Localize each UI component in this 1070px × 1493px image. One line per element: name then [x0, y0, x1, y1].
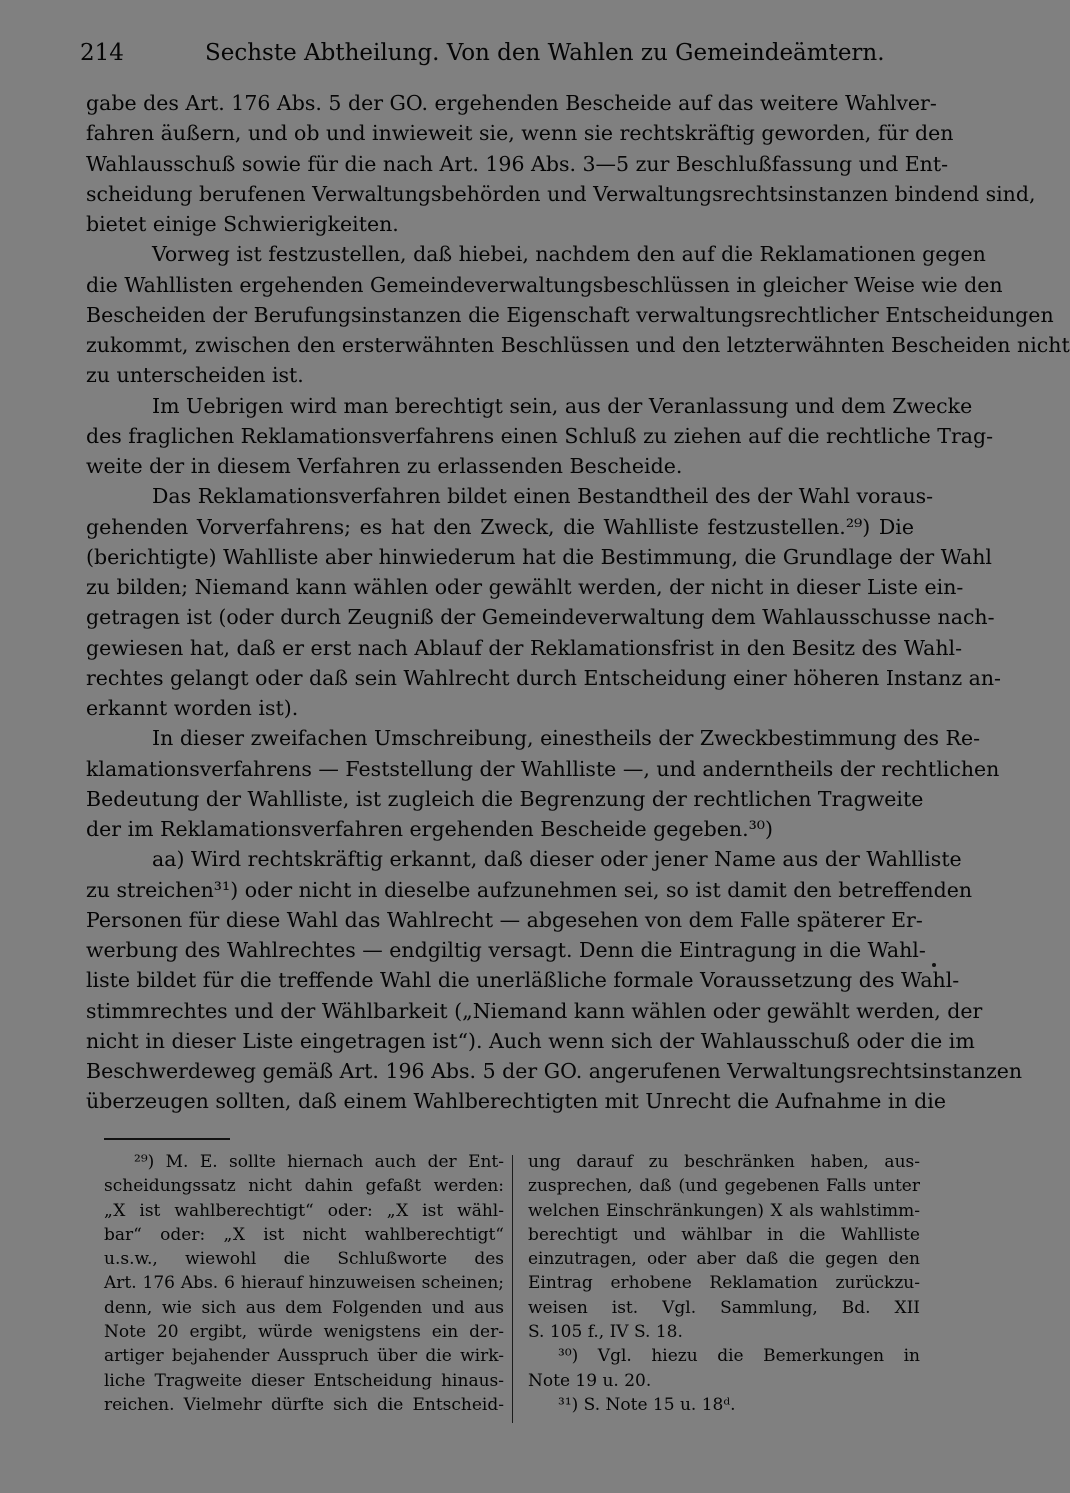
- text-line: (berichtigte) Wahlliste aber hinwiederum hat die Bestimmung, die Grundlage der Wahl: [86, 544, 992, 569]
- footnote-line: liche Tragweite dieser Entscheidung hinaus-: [104, 1370, 504, 1391]
- footnote-line: u.s.w., wiewohl die Schlußworte des: [104, 1249, 504, 1270]
- running-head: [80, 38, 920, 68]
- text-line: überzeugen sollten, daß einem Wahlberechtigten mit Unrecht die Aufnahme in die: [86, 1089, 946, 1114]
- footnote-line: Note 19 u. 20.: [528, 1370, 652, 1391]
- footnote-line: Art. 176 Abs. 6 hierauf hinzuweisen scheinen;: [104, 1273, 504, 1294]
- footnotes-right-column: [528, 1150, 920, 1417]
- footnote-rule: [104, 1138, 230, 1140]
- footnote-line: denn, wie sich aus dem Folgenden und aus: [104, 1297, 504, 1318]
- text-line: scheidung berufenen Verwaltungsbehörden und Verwaltungsrechtsinstanzen bindend sind,: [86, 181, 1036, 206]
- footnote-line: Eintrag erhobene Reklamation zurückzu-: [528, 1273, 920, 1294]
- text-line: weite der in diesem Verfahren zu erlassenden Bescheide.: [86, 454, 683, 478]
- text-line: nicht in dieser Liste eingetragen ist“). Auch wenn sich der Wahlausschuß oder die im: [86, 1028, 975, 1053]
- text-line: In dieser zweifachen Umschreibung, einestheils der Zweckbestimmung des Re-: [152, 726, 981, 751]
- footnote-line: S. 105 f., IV S. 18.: [528, 1322, 683, 1343]
- text-line: gewiesen hat, daß er erst nach Ablauf der Reklamationsfrist in den Besitz des Wahl-: [86, 635, 963, 660]
- footnote-column-divider: [512, 1155, 513, 1423]
- print-speck: [932, 963, 936, 967]
- text-line: zukommt, zwischen den ersterwähnten Beschlüssen und den letzterwähnten Bescheiden nicht: [86, 333, 1070, 357]
- text-line: des fraglichen Reklamationsverfahrens einen Schluß zu ziehen auf die rechtliche Trag-: [86, 423, 994, 448]
- text-line: Bedeutung der Wahlliste, ist zugleich die Begrenzung der rechtlichen Tragweite: [86, 786, 924, 811]
- page-number: 214: [80, 40, 124, 66]
- text-line: Im Uebrigen wird man berechtigt sein, aus der Veranlassung und dem Zwecke: [152, 393, 973, 418]
- footnote-line: bar“ oder: „X ist nicht wahlberechtigt“: [104, 1224, 504, 1245]
- text-line: Personen für diese Wahl das Wahlrecht — abgesehen von dem Falle späterer Er-: [86, 907, 923, 932]
- text-line: rechtes gelangt oder daß sein Wahlrecht durch Entscheidung einer höheren Instanz an-: [86, 665, 1001, 690]
- footnote-line: berechtigt und wählbar in die Wahlliste: [528, 1224, 920, 1245]
- footnote-line: weisen ist. Vgl. Sammlung, Bd. XII: [528, 1297, 920, 1318]
- text-line: zu streichen³¹) oder nicht in dieselbe aufzunehmen sei, so ist damit den betreffenden: [86, 877, 973, 902]
- text-line: Vorweg ist festzustellen, daß hiebei, nachdem den auf die Reklamationen gegen: [152, 242, 986, 267]
- text-line: zu bilden; Niemand kann wählen oder gewählt werden, der nicht in dieser Liste ein-: [86, 575, 964, 599]
- footnote-line: welchen Einschränkungen) X als wahlstimm-: [528, 1200, 920, 1221]
- text-line: Wahlausschuß sowie für die nach Art. 196 Abs. 3—5 zur Beschlußfassung und Ent-: [86, 151, 949, 176]
- footnote-line: ³¹) S. Note 15 u. 18ᵈ.: [558, 1394, 736, 1415]
- footnote-line: einzutragen, oder aber daß die gegen den: [528, 1249, 920, 1270]
- text-line: Beschwerdeweg gemäß Art. 196 Abs. 5 der GO. angerufenen Verwaltungsrechtsinstanzen: [86, 1059, 1023, 1083]
- text-line: zu unterscheiden ist.: [86, 363, 304, 388]
- text-line: gehenden Vorverfahrens; es hat den Zweck, die Wahlliste festzustellen.²⁹) Die: [86, 514, 914, 539]
- text-line: bietet einige Schwierigkeiten.: [86, 212, 399, 236]
- text-line: Bescheiden der Berufungsinstanzen die Eigenschaft verwaltungsrechtlicher Entscheidungen: [86, 302, 1054, 327]
- text-line: Das Reklamationsverfahren bildet einen Bestandtheil des der Wahl voraus-: [152, 484, 934, 509]
- running-head-title: Sechste Abtheilung. Von den Wahlen zu Gemeindeämtern.: [205, 40, 885, 66]
- main-text: [86, 88, 1070, 1117]
- text-line: gabe des Art. 176 Abs. 5 der GO. ergehenden Bescheide auf das weitere Wahlver-: [86, 91, 937, 115]
- footnote-line: zusprechen, daß (und gegebenen Falls unter: [528, 1176, 920, 1197]
- footnotes-left-column: [104, 1150, 504, 1417]
- text-line: aa) Wird rechtskräftig erkannt, daß dieser oder jener Name aus der Wahlliste: [152, 847, 962, 872]
- footnote-line: ung darauf zu beschränken haben, aus-: [528, 1152, 920, 1172]
- text-line: klamationsverfahrens — Feststellung der Wahlliste —, und anderntheils der rechtlichen: [86, 756, 1000, 781]
- footnote-line: ²⁹) M. E. sollte hiernach auch der Ent-: [134, 1152, 504, 1172]
- text-line: liste bildet für die treffende Wahl die unerläßliche formale Voraussetzung des Wahl-: [86, 968, 960, 993]
- footnote-line: Note 20 ergibt, würde wenigstens ein der-: [104, 1322, 504, 1343]
- text-line: getragen ist (oder durch Zeugniß der Gemeindeverwaltung dem Wahlausschusse nach-: [86, 605, 995, 630]
- footnote-line: ³⁰) Vgl. hiezu die Bemerkungen in: [558, 1346, 920, 1367]
- text-line: werbung des Wahlrechtes — endgiltig versagt. Denn die Eintragung in die Wahl-: [86, 938, 926, 962]
- footnote-line: scheidungssatz nicht dahin gefaßt werden:: [104, 1176, 504, 1197]
- text-line: der im Reklamationsverfahren ergehenden Bescheide gegeben.³⁰): [86, 817, 774, 841]
- footnote-line: „X ist wahlberechtigt“ oder: „X ist wähl-: [104, 1200, 504, 1221]
- footnote-line: artiger bejahender Ausspruch über die wirk-: [104, 1346, 504, 1367]
- text-line: erkannt worden ist).: [86, 696, 299, 720]
- footnote-line: reichen. Vielmehr dürfte sich die Entscheid-: [104, 1394, 504, 1415]
- text-line: die Wahllisten ergehenden Gemeindeverwaltungsbeschlüssen in gleicher Weise wie den: [86, 272, 1003, 297]
- text-line: fahren äußern, und ob und inwieweit sie, wenn sie rechtskräftig geworden, für den: [86, 121, 954, 146]
- text-line: stimmrechtes und der Wählbarkeit („Niemand kann wählen oder gewählt werden, der: [86, 998, 983, 1023]
